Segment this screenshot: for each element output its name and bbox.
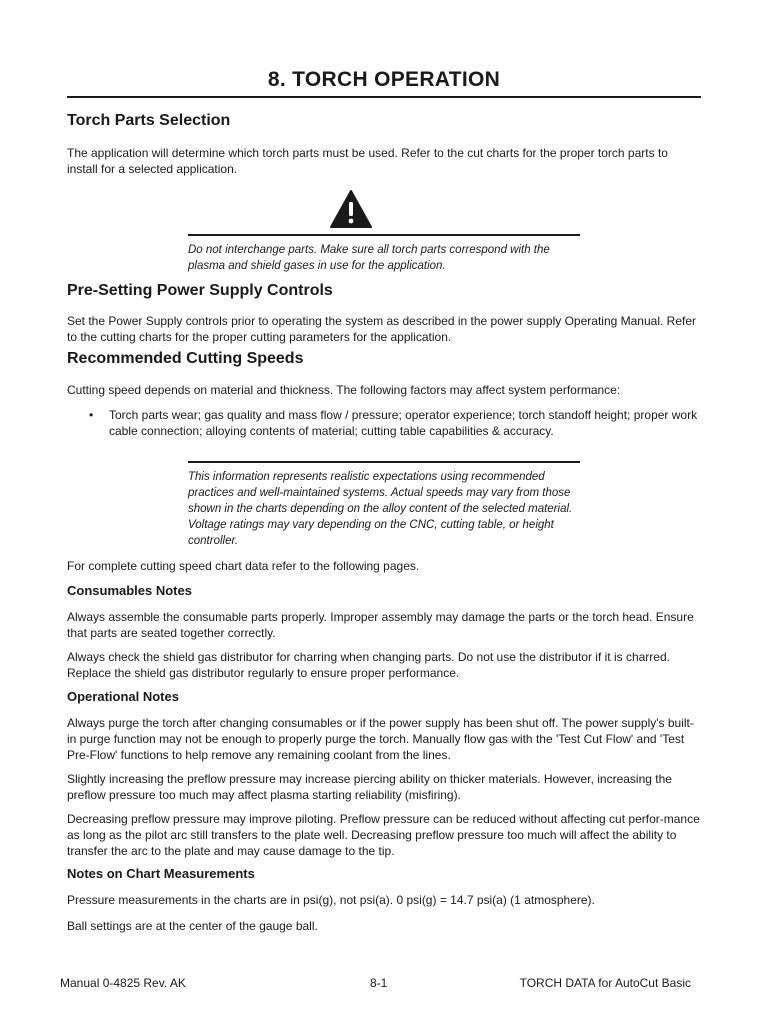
torch-parts-paragraph: The application will determine which torch parts must be used. Refer to the cut charts for the proper torch parts to install for a selected application. xyxy=(67,146,668,176)
warning-triangle-icon xyxy=(329,189,373,229)
consumables-heading: Consumables Notes xyxy=(67,583,192,598)
chapter-title: 8. TORCH OPERATION xyxy=(267,68,501,91)
list-item-text: Torch parts wear; gas quality and mass flow / pressure; operator experience; torch standoff height; proper work cable connection; alloying contents of material; cutting table capabilities & accuracy. xyxy=(109,408,698,438)
consumables-paragraph-1: Always assemble the consumable parts properly. Improper assembly may damage the parts or the torch head. Ensure that parts are seated together correctly. xyxy=(67,610,694,640)
parts-caution-text: Do not interchange parts. Make sure all torch parts correspond with the plasma and shield gases in use for the application. xyxy=(188,244,550,272)
title-rule xyxy=(67,96,701,98)
operational-paragraph-1: Always purge the torch after changing consumables or if the power supply has been shut off. The power supply's built-in purge function may not be enough to properly purge the torch. Manually flow gas with the 'Test Cut Flow' and 'Test Pre-Flow' functions to help remove any remaining coolant from the lines. xyxy=(67,716,694,762)
operational-paragraph-2: Slightly increasing the preflow pressure may increase piercing ability on thicker materials. However, increasing the preflow pressure too much may affect plasma starting reliability (misfiring). xyxy=(67,772,672,802)
chart-measurements-heading: Notes on Chart Measurements xyxy=(67,866,255,881)
torch-parts-heading: Torch Parts Selection xyxy=(67,112,231,129)
chart-measurements-paragraph-1: Pressure measurements in the charts are in psi(g), not psi(a). 0 psi(g) = 14.7 psi(a) (1 atmosphere). xyxy=(67,893,595,907)
operational-heading: Operational Notes xyxy=(67,689,179,704)
footer-manual-number: Manual 0-4825 Rev. AK xyxy=(60,976,186,990)
speeds-info-text: This information represents realistic expectations using recommended practices and well-maintained systems. Actual speeds may vary from those shown in the charts depending on the alloy content of the selected material. Voltage ratings may vary depending on the CNC, cutting table, or height controller. xyxy=(188,471,573,547)
list-item xyxy=(67,407,701,439)
consumables-paragraph-2: Always check the shield gas distributor for charring when changing parts. Do not use the distributor if it is charred. Replace the shield gas distributor regularly to ensure proper performance. xyxy=(67,650,670,680)
performance-factors-list xyxy=(67,407,701,439)
presetting-paragraph: Set the Power Supply controls prior to operating the system as described in the power supply Operating Manual. Refer to the cutting charts for the proper cutting parameters for the application. xyxy=(67,314,696,344)
speeds-info-note xyxy=(188,461,580,549)
cutting-speeds-paragraph: Cutting speed depends on material and thickness. The following factors may affect system performance: xyxy=(67,383,621,397)
operational-paragraph-3: Decreasing preflow pressure may improve piloting. Preflow pressure can be reduced without affecting cut perfor-mance as long as the pilot arc still transfers to the plate well. Decreasing preflow pressure too much will affect the ability to transfer the arc to the plate and may cause damage to the tip. xyxy=(67,812,700,858)
footer-page-number: 8-1 xyxy=(370,976,388,990)
parts-caution-note xyxy=(188,234,580,274)
presetting-heading: Pre-Setting Power Supply Controls xyxy=(67,282,333,299)
bullet-symbol: • xyxy=(89,408,94,422)
chart-measurements-paragraph-2: Ball settings are at the center of the gauge ball. xyxy=(67,919,318,933)
cutting-speeds-followup: For complete cutting speed chart data refer to the following pages. xyxy=(67,559,420,573)
cutting-speeds-heading: Recommended Cutting Speeds xyxy=(67,350,304,367)
footer-section-title: TORCH DATA for AutoCut Basic xyxy=(519,976,691,990)
